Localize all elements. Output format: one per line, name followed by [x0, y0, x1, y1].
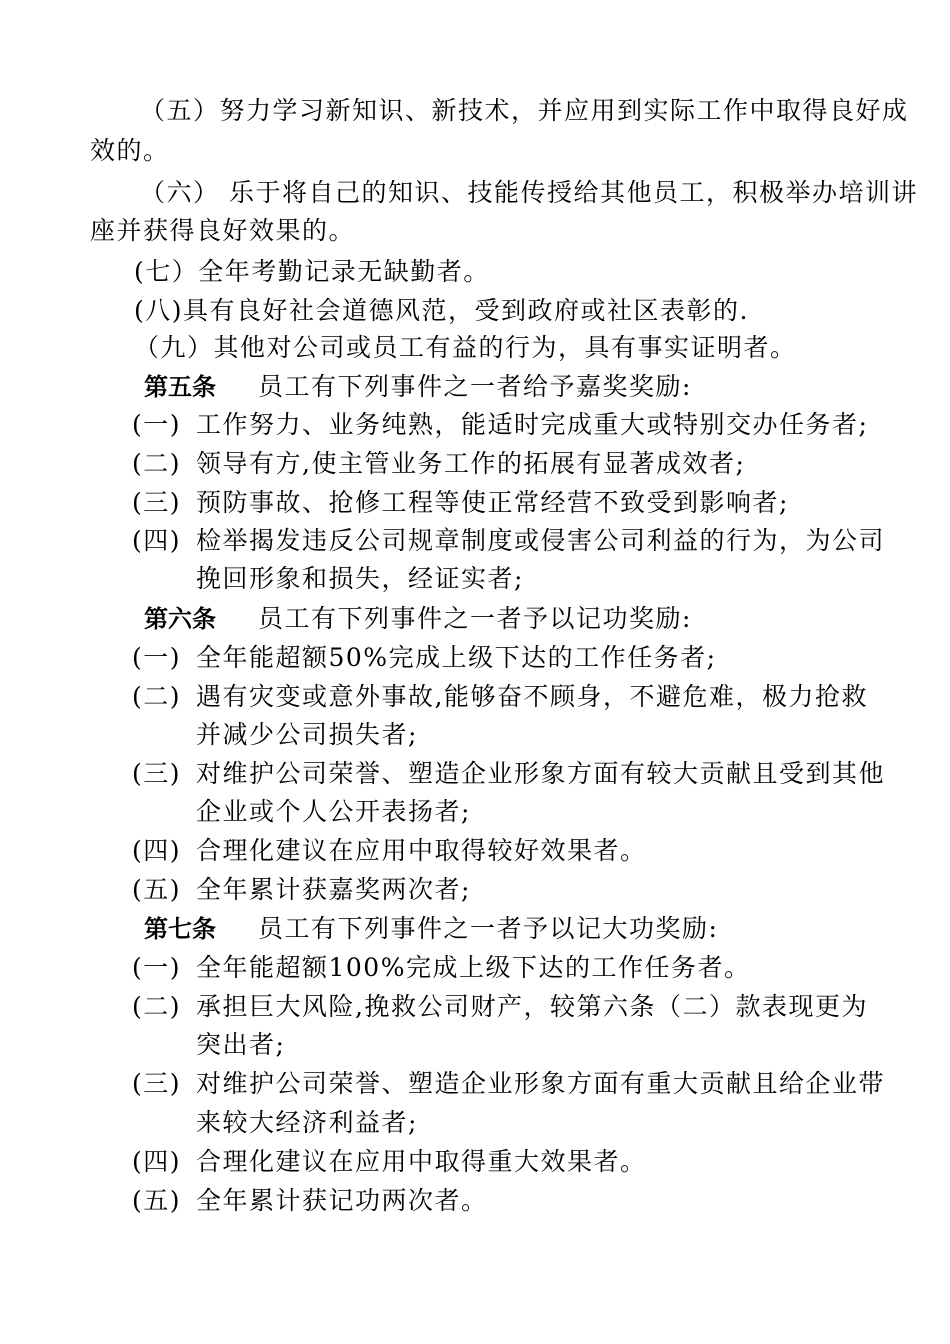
- article-5-item-1-number: (一): [132, 410, 182, 439]
- article-6-item-3-text: 对维护公司荣誉、塑造企业形象方面有较大贡献且受到其他: [196, 759, 886, 788]
- article-5-item-4-text-cont: 挽回形象和损失，经证实者;: [196, 564, 524, 593]
- article-7-heading: 员工有下列事件之一者予以记大功奖励:: [258, 914, 719, 943]
- article-7-item-2-number: (二): [132, 992, 182, 1021]
- article-6-heading: 员工有下列事件之一者予以记功奖励:: [258, 604, 692, 633]
- article-5-item-3-number: (三): [132, 488, 182, 517]
- article-6-item-3-text-cont: 企业或个人公开表扬者;: [196, 797, 471, 826]
- article-7-item-5-number: (五): [132, 1186, 182, 1215]
- article-6-item-1-text: 全年能超额50%完成上级下达的工作任务者;: [196, 643, 717, 672]
- article-5-item-2-number: (二): [132, 449, 182, 478]
- article-7-item-1-number: (一): [132, 953, 182, 982]
- list-item-8: (八)具有良好社会道德风范，受到政府或社区表彰的.: [134, 296, 749, 325]
- article-5-item-2-text: 领导有方,使主管业务工作的拓展有显著成效者;: [196, 449, 746, 478]
- article-6-item-1-number: (一): [132, 643, 182, 672]
- article-7-item-3-text: 对维护公司荣誉、塑造企业形象方面有重大贡献且给企业带: [196, 1069, 886, 1098]
- article-6-item-3-number: (三): [132, 759, 182, 788]
- list-item-6-line1: （六） 乐于将自己的知识、技能传授给其他员工，积极举办培训讲: [140, 178, 918, 207]
- article-5-item-4-number: (四): [132, 526, 182, 555]
- list-item-5-line2: 效的。: [90, 136, 170, 165]
- article-6-item-4-text: 合理化建议在应用中取得较好效果者。: [196, 836, 647, 865]
- article-7-item-3-number: (三): [132, 1069, 182, 1098]
- article-7-item-4-text: 合理化建议在应用中取得重大效果者。: [196, 1147, 647, 1176]
- article-7-label: 第七条: [144, 915, 216, 943]
- article-5-item-4-text: 检举揭发违反公司规章制度或侵害公司利益的行为，为公司: [196, 526, 886, 555]
- article-6-item-5-number: (五): [132, 875, 182, 904]
- article-7-item-2-text-cont: 突出者;: [196, 1030, 286, 1059]
- article-6-item-5-text: 全年累计获嘉奖两次者;: [196, 875, 471, 904]
- article-5-item-1-text: 工作努力、业务纯熟，能适时完成重大或特别交办任务者;: [196, 410, 869, 439]
- article-7-item-4-number: (四): [132, 1147, 182, 1176]
- article-6-item-2-text-cont: 并减少公司损失者;: [196, 720, 418, 749]
- article-6-item-2-number: (二): [132, 682, 182, 711]
- article-6-item-2-text: 遇有灾变或意外事故,能够奋不顾身，不避危难，极力抢救: [196, 682, 868, 711]
- list-item-7: (七）全年考勤记录无缺勤者。: [134, 257, 490, 286]
- article-6-item-4-number: (四): [132, 836, 182, 865]
- article-7-item-3-text-cont: 来较大经济利益者;: [196, 1108, 418, 1137]
- article-6-label: 第六条: [144, 605, 216, 633]
- article-5-label: 第五条: [144, 373, 216, 401]
- list-item-5-line1: （五）努力学习新知识、新技术，并应用到实际工作中取得良好成: [140, 96, 909, 125]
- list-item-9: （九）其他对公司或员工有益的行为，具有事实证明者。: [134, 333, 797, 362]
- article-7-item-5-text: 全年累计获记功两次者。: [196, 1186, 488, 1215]
- article-5-item-3-text: 预防事故、抢修工程等使正常经营不致受到影响者;: [196, 488, 789, 517]
- article-7-item-1-text: 全年能超额100%完成上级下达的工作任务者。: [196, 953, 751, 982]
- article-7-item-2-text: 承担巨大风险,挽救公司财产，较第六条（二）款表现更为: [196, 992, 868, 1021]
- article-5-heading: 员工有下列事件之一者给予嘉奖奖励:: [258, 372, 692, 401]
- list-item-6-line2: 座并获得良好效果的。: [90, 216, 356, 245]
